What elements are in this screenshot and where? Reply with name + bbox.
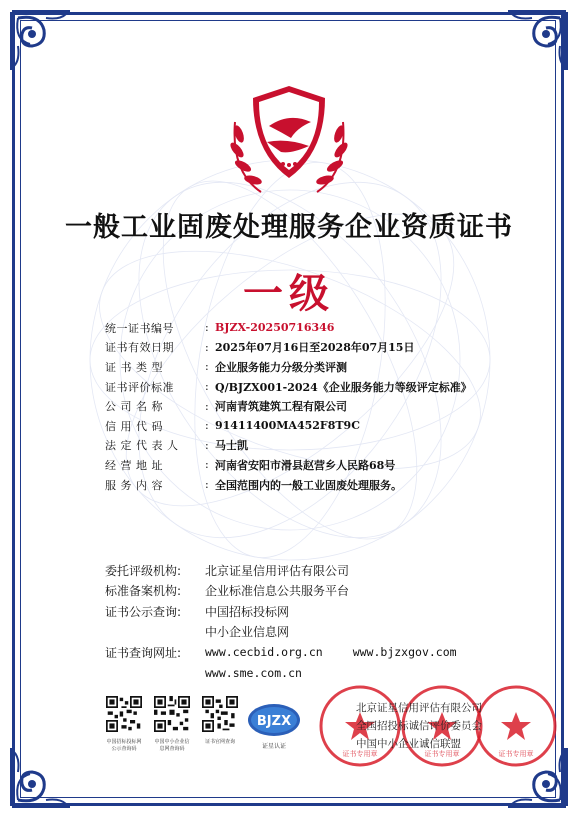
field-value: 企业服务能力分级分类评测: [215, 360, 347, 374]
field-label: 经 营 地 址: [105, 458, 163, 472]
qr-caption: 中国招标投标网: [106, 739, 142, 745]
field-label: 公 司 名 称: [105, 400, 163, 414]
seal-org-line-3: 中国中小企业诚信联盟: [356, 738, 461, 750]
field-label: 信 用 代 码: [105, 419, 163, 433]
field-value: 全国范围内的一般工业固废处理服务。: [215, 478, 402, 492]
field-row: 证 书 类 型 : 企业服务能力分级分类评测: [105, 360, 347, 374]
qr-code-block: [196, 696, 244, 746]
query-row: [105, 642, 545, 663]
shield-emblem-icon: [221, 82, 357, 200]
seal-subtext: 证书专用章: [498, 750, 534, 758]
qr-caption: 公示查询码: [111, 746, 137, 752]
commission-row: [105, 560, 545, 581]
filing-label: 标准备案机构:: [105, 584, 182, 599]
field-value: 2025年07月16日至2028年07月15日: [215, 341, 415, 355]
field-value: 河南省安阳市滑县赵营乡人民路68号: [215, 458, 396, 472]
query-url-2[interactable]: www.bjzxgov.com: [352, 645, 457, 660]
filing-value: 企业标准信息公共服务平台: [205, 584, 350, 599]
seal-org-line-1: 北京证星信用评估有限公司: [356, 702, 482, 714]
certificate-fields: [105, 318, 525, 494]
commission-label: 委托评级机构:: [105, 563, 182, 578]
field-value: BJZX-20250716346: [215, 321, 335, 335]
corner-ornament-bottom-left: [10, 746, 72, 808]
certificate-level: 一级: [243, 270, 335, 317]
qr-code-block: [148, 696, 196, 753]
bjzx-logo-icon: [246, 698, 302, 754]
publish-value-1: 中国招标投标网: [205, 604, 290, 619]
field-label: 证 书 类 型: [105, 360, 163, 374]
publish-label: 证书公示查询:: [105, 604, 182, 619]
publish-row-2: [105, 622, 545, 643]
field-label: 证书评价标准: [105, 380, 174, 394]
publish-row: [105, 601, 545, 622]
field-row: 法 定 代 表 人 : 马士凯: [105, 438, 248, 453]
seal-subtext: 证书专用章: [424, 750, 460, 758]
seal-org-line-2: 全国招投标诚信评价委员会: [356, 720, 482, 732]
field-value: 马士凯: [215, 439, 248, 453]
qr-code-icon[interactable]: [154, 696, 190, 732]
field-label: 法 定 代 表 人: [105, 439, 179, 453]
field-label: 证书有效日期: [105, 341, 174, 355]
certificate-title: 一般工业固废处理服务企业资质证书: [65, 212, 513, 243]
field-label: 统一证书编号: [105, 321, 174, 335]
issuer-info: [105, 560, 545, 683]
query-row-2: [105, 663, 545, 684]
field-row: 经 营 地 址 : 河南省安阳市滑县赵营乡人民路68号: [105, 458, 396, 472]
logo-text: BJZX: [256, 714, 292, 729]
field-row: 证书评价标准 : Q/BJZX001-2024《企业服务能力等级评定标准》: [105, 380, 472, 394]
field-value: 91411400MA452F8T9C: [215, 419, 360, 433]
field-row: 统一证书编号 : BJZX-20250716346: [105, 321, 335, 335]
publish-value-2: 中小企业信息网: [205, 625, 290, 640]
field-row: 证书有效日期 : 2025年07月16日至2028年07月15日: [105, 340, 415, 355]
commission-value: 北京证星信用评估有限公司: [205, 563, 350, 578]
field-row: 信 用 代 码 : 91411400MA452F8T9C: [105, 419, 360, 433]
field-row: 服 务 内 容 : 全国范围内的一般工业固废处理服务。: [105, 478, 402, 492]
field-label: 服 务 内 容: [105, 478, 163, 492]
query-url-1[interactable]: www.cecbid.org.cn: [205, 645, 323, 660]
qr-caption: 证书官网查询: [204, 739, 235, 745]
corner-ornament-top-right: [506, 10, 568, 72]
field-value: 河南青筑建筑工程有限公司: [215, 400, 347, 414]
query-url-3[interactable]: www.sme.com.cn: [205, 665, 302, 680]
red-seal-icon: [474, 684, 558, 768]
logo-caption: 证星认证: [261, 743, 287, 750]
query-label: 证书查询网址:: [105, 645, 182, 660]
seal-subtext: 证书专用章: [342, 750, 378, 758]
qr-caption: 息网查询码: [159, 746, 185, 752]
filing-row: [105, 581, 545, 602]
corner-ornament-top-left: [10, 10, 72, 72]
qr-code-block: [100, 696, 148, 753]
field-row: 公 司 名 称 : 河南青筑建筑工程有限公司: [105, 399, 347, 414]
field-value: Q/BJZX001-2024《企业服务能力等级评定标准》: [215, 380, 472, 394]
qr-code-icon[interactable]: [106, 696, 142, 732]
qr-code-icon[interactable]: [202, 696, 238, 732]
qr-caption: 中国中小企业信: [154, 739, 190, 745]
